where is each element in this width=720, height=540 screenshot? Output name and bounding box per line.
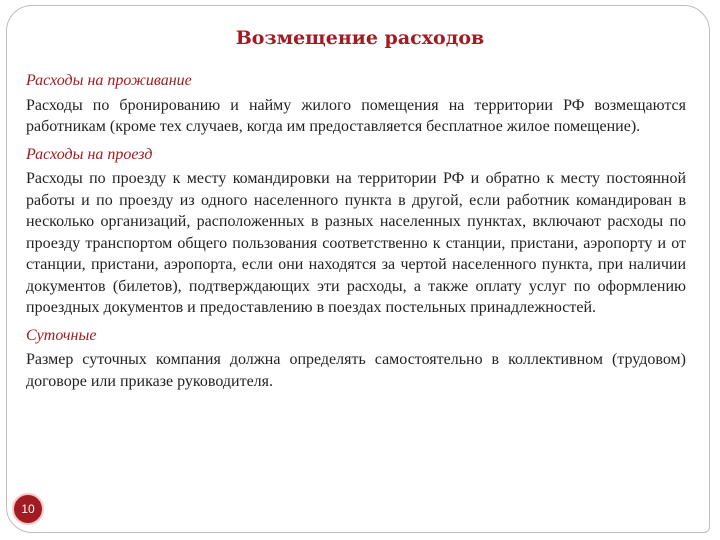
section-per-diem <box>26 323 686 393</box>
page-number-badge: 10 <box>12 493 44 525</box>
section-text: Размер суточных компания должна определять самостоятельно в коллективном (трудовом) договоре или приказе руководителя. <box>26 351 686 390</box>
section-heading: Расходы на проживание <box>26 72 192 89</box>
slide-title: Возмещение расходов <box>235 27 485 49</box>
section-text: Расходы по проезду к месту командировки на территории РФ и обратно к месту постоянной работы и по проезду из одного населенного пункта в другой, если работник командирован в несколько организаций, расположенных в разных населенных пунктах, включают расходы по проезду транспортом общего пользования соответственно к станции, пристани, аэропорту и от станции, пристани, аэропорта, если они находятся за чертой населенного пункта, при наличии документов (билетов), подтверждающих эти расходы, а также оплату услуг по оформлению проездных документов и предоставлению в поездах постельных принадлежностей. <box>26 170 686 316</box>
slide-content <box>26 68 686 396</box>
section-travel <box>26 142 686 319</box>
section-heading: Расходы на проезд <box>26 145 153 163</box>
section-heading: Суточные <box>26 326 97 344</box>
section-text: Расходы по бронированию и найму жилого помещения на территории РФ возмещаются работникам (кроме тех случаев, когда им предоставляется бесплатное жилое помещение). <box>26 96 686 135</box>
section-accommodation <box>26 68 686 138</box>
